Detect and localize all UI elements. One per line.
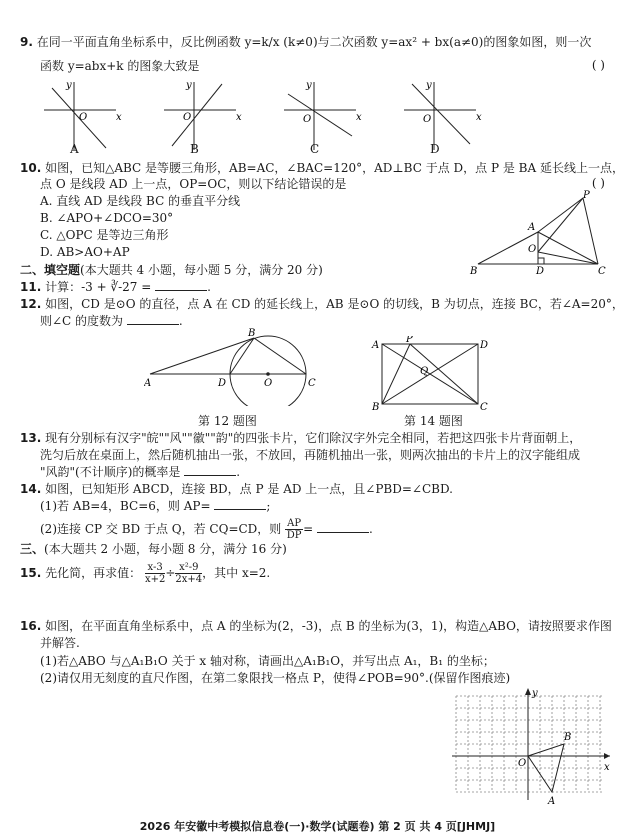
q9-graph-c [284, 80, 362, 150]
q9-b-o: O [183, 112, 192, 123]
q14-stem: 如图，已知矩形 ABCD，连接 BD，点 P 是 AD 上一点，且∠PBD=∠CBD. [45, 482, 453, 496]
q9-b-x: x [236, 112, 242, 123]
q9-graph-b [164, 80, 242, 150]
q13-tail: . [236, 465, 241, 479]
q14-number: 14. [20, 482, 42, 496]
q14-label-p: P [406, 336, 413, 345]
q10-label-b: B [470, 266, 478, 276]
q12-label-c: C [308, 378, 316, 389]
q11-stem: 计算：-3 + ∛-27 = [45, 280, 152, 294]
q10-figure [466, 190, 616, 276]
q12-number: 12. [20, 297, 42, 311]
q9-line2 [40, 58, 199, 74]
q12-label-d: D [218, 378, 227, 389]
q12-line1 [20, 296, 624, 312]
q9-option-c[interactable]: C [310, 142, 320, 156]
q15-line [20, 562, 270, 585]
q16-label-y: y [532, 688, 538, 699]
q15-f2-den: 2x+4 [175, 574, 203, 585]
q14-sub2-eq: = [303, 522, 314, 536]
q14-label-q: Q [420, 366, 429, 377]
q9-a-x: x [116, 112, 122, 123]
q14-sub1-blank[interactable] [214, 499, 266, 510]
q14-label-d: D [480, 340, 489, 351]
q11-line [20, 279, 211, 295]
q12-figure [144, 328, 324, 406]
q9-b-y: y [186, 80, 192, 91]
section-3-heading [20, 541, 287, 557]
q11-answer-blank[interactable] [155, 280, 207, 291]
q15-tail: ，其中 x=2. [202, 566, 271, 580]
q12-answer-blank[interactable] [127, 314, 179, 325]
q11-number: 11. [20, 280, 42, 294]
section-2-title: 二、填空题 [20, 263, 81, 277]
q16-sub1: (1)若△ABO 与△A₁B₁O 关于 x 轴对称，请画出△A₁B₁O，并写出点 A₁，B₁ 的坐标； [40, 654, 495, 668]
q9-line1 [20, 34, 591, 50]
q14-sub1-text: (1)若 AB=4，BC=6，则 AP= [40, 499, 211, 513]
q16-sub2: (2)请仅用无刻度的直尺作图，在第二象限找一格点 P，使得∠POB=90°.(保留作图痕迹) [40, 671, 511, 685]
q10-label-o: O [528, 244, 537, 255]
q14-sub2-tail: . [368, 522, 373, 536]
q16-label-b: B [564, 732, 572, 743]
q10-stem-2: 点 O 是线段 AD 上一点，OP=OC，则以下结论错误的是 [40, 177, 347, 191]
q10-option-c[interactable]: C. △OPC 是等边三角形 [40, 228, 169, 242]
q9-graph-a [44, 80, 122, 150]
q10-label-c: C [598, 266, 606, 276]
q14-figure [368, 336, 494, 414]
q13-line2: 洗匀后放在桌面上，然后随机抽出一张，不放回，再随机抽出一张，则两次抽出的卡片上的汉字能组成 [40, 448, 581, 462]
q10-label-p: P [583, 190, 590, 201]
q15-fraction-1 [145, 562, 165, 585]
q12-label-b: B [248, 328, 256, 339]
q14-sub1 [40, 498, 270, 514]
q14-label-a: A [372, 340, 380, 351]
q16-label-x: x [604, 762, 610, 773]
q10-line1 [20, 160, 624, 176]
q15-f2-num: x²-9 [175, 562, 202, 574]
q9-option-b[interactable]: B [190, 142, 199, 156]
q16-stem-1: 如图，在平面直角坐标系中，点 A 的坐标为(2，-3)，点 B 的坐标为(3，1)，构造△ABO，请按照要求作图 [45, 619, 612, 633]
q16-line1 [20, 618, 612, 634]
q15-div: ÷ [165, 566, 176, 580]
q9-c-o: O [303, 114, 312, 125]
q13-answer-blank[interactable] [184, 465, 236, 476]
q16-number: 16. [20, 619, 42, 633]
q10-option-b[interactable]: B. ∠APO+∠DCO=30° [40, 211, 174, 225]
q9-c-x: x [356, 112, 362, 123]
q14-fraction [285, 518, 303, 541]
q15-stem: 先化简，再求值： [45, 566, 142, 580]
q14-label-c: C [480, 402, 488, 413]
q16-label-o: O [518, 758, 527, 769]
q15-f1-den: x+2 [144, 574, 166, 585]
q10-option-a[interactable]: A. 直线 AD 是线段 BC 的垂直平分线 [40, 194, 241, 208]
q14-sub2-blank[interactable] [317, 522, 369, 533]
q14-frac-num: AP [287, 518, 302, 529]
q14-label-b: B [372, 402, 380, 413]
section-2-heading [20, 262, 323, 278]
q12-stem-1: 如图，CD 是⊙O 的直径，点 A 在 CD 的延长线上，AB 是⊙O 的切线，B 为切点，连接 BC，若∠A=20°， [45, 297, 624, 311]
q9-a-o: O [79, 112, 88, 123]
q9-stem-2: 函数 y=abx+k 的图象大致是 [40, 59, 200, 73]
q14-frac-den: DP [286, 530, 302, 541]
q9-stem-1: 在同一平面直角坐标系中，反比例函数 y=k/x (k≠0)与二次函数 y=ax² + bx(a≠0)的图象如图，则一次 [36, 35, 592, 49]
q9-graph-d [404, 80, 482, 150]
q12-caption: 第 12 题图 [198, 414, 257, 428]
q16-line2: 并解答. [40, 636, 80, 650]
q15-fraction-2 [175, 562, 202, 585]
q10-answer-paren: ( ) [591, 176, 605, 190]
q14-caption: 第 14 题图 [404, 414, 463, 428]
q9-option-a[interactable]: A [70, 142, 79, 156]
q12-label-a: A [144, 378, 152, 389]
q11-tail: . [207, 280, 211, 294]
section-2-desc: (本大题共 4 小题，每小题 5 分，满分 20 分) [80, 263, 323, 277]
q9-number: 9. [20, 35, 33, 49]
q10-line2 [40, 176, 346, 192]
q14-sub2-text: (2)连接 CP 交 BD 于点 Q，若 CQ=CD，则 [40, 522, 282, 536]
section-3-desc: (本大题共 2 小题，每小题 8 分，满分 16 分) [44, 542, 287, 556]
q12-tail: . [178, 314, 183, 328]
q10-label-d: D [536, 266, 545, 276]
q9-d-y: y [426, 80, 432, 91]
q14-line1 [20, 481, 453, 497]
q10-stem-1: 如图，已知△ABC 是等腰三角形，AB=AC，∠BAC=120°，AD⊥BC 于点 D，点 P 是 BA 延长线上一点， [45, 161, 624, 175]
q9-answer-paren: ( ) [591, 58, 605, 72]
q9-d-x: x [476, 112, 482, 123]
q13-stem-1: 现有分别标有汉字"皖""风""徽""韵"的四张卡片，它们除汉字外完全相同，若把这四张卡片背面朝上， [45, 431, 582, 445]
q9-d-o: O [423, 114, 432, 125]
q13-line3 [40, 464, 240, 480]
q15-f1-num: x-3 [145, 562, 165, 574]
q12-stem-2: 则∠C 的度数为 [40, 314, 124, 328]
q10-label-a: A [528, 222, 536, 233]
q12-line2 [40, 313, 183, 329]
q14-sub2 [40, 518, 373, 541]
page-footer: 2026 年安徽中考模拟信息卷(一)·数学(试题卷) 第 2 页 共 4 页[JHMJ] [139, 820, 496, 833]
q12-label-o: O [264, 378, 273, 389]
q13-line1 [20, 430, 581, 446]
q16-grid-figure [450, 688, 616, 812]
q13-number: 13. [20, 431, 42, 445]
q9-option-d[interactable]: D [430, 142, 440, 156]
q9-c-y: y [306, 80, 312, 91]
q10-number: 10. [20, 161, 42, 175]
q15-number: 15. [20, 566, 42, 580]
q13-stem-3: "风韵"(不计顺序)的概率是 [40, 465, 181, 479]
q10-option-d[interactable]: D. AB>AO+AP [40, 245, 130, 259]
section-3-title: 三、 [20, 542, 45, 556]
q14-sub1-tail: ; [266, 499, 271, 513]
q16-label-a: A [548, 796, 556, 807]
q9-a-y: y [66, 80, 72, 91]
